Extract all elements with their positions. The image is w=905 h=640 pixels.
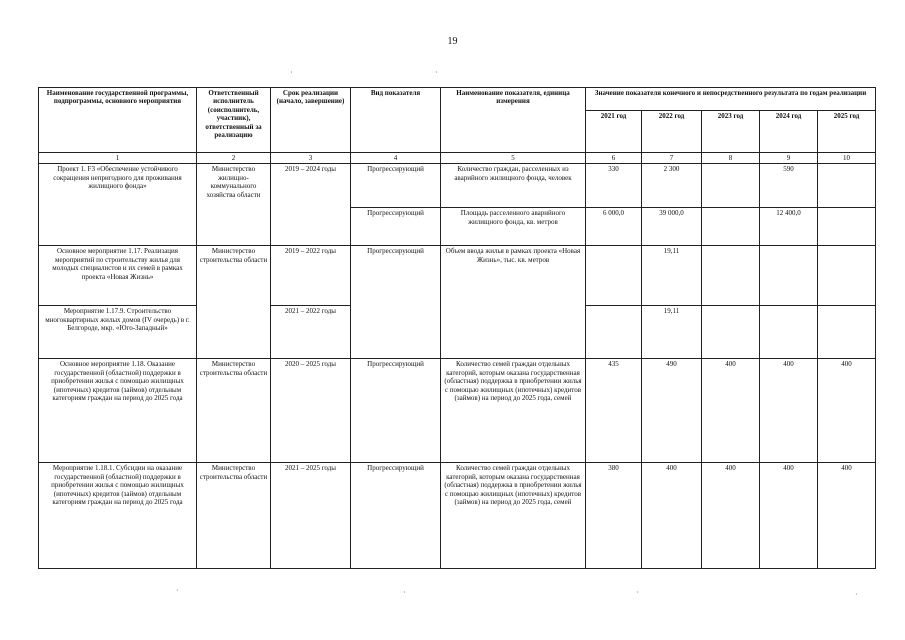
value-2021: 330 <box>586 164 642 208</box>
column-number: 10 <box>818 153 876 164</box>
scan-speck: · <box>435 68 438 77</box>
header-year: 2024 год <box>760 111 818 153</box>
table-row <box>39 463 876 569</box>
indicator-cell: Количество граждан, расселенных из аварийного жилищного фонда, человек <box>441 164 586 208</box>
indicator-cell: Количество семей граждан отдельных категорий, которым оказана государственная (областная) поддержка в приобретении жилья с помощью жилищных (ипотечных) кредитов (займов) на период до 2025 года, семей <box>441 359 586 463</box>
term-cell: 2021 – 2025 годы <box>271 463 351 569</box>
header-program: Наименование государственной программы, подпрограммы, основного мероприятия <box>39 88 197 153</box>
value-2023 <box>702 164 760 208</box>
kind-cell: Прогрессирующий <box>351 246 441 359</box>
column-number: 8 <box>702 153 760 164</box>
header-indicator: Наименование показателя, единица измерения <box>441 88 586 153</box>
value-2025 <box>818 246 876 306</box>
indicator-table <box>38 87 876 569</box>
value-2024 <box>760 246 818 306</box>
term-cell: 2020 – 2025 годы <box>271 359 351 463</box>
indicator-cell: Объем ввода жилья в рамках проекта «Новая Жизнь», тыс. кв. метров <box>441 246 586 359</box>
value-2024: 400 <box>760 463 818 569</box>
table-row <box>39 246 876 306</box>
value-2023 <box>702 246 760 306</box>
term-cell: 2019 – 2024 годы <box>271 164 351 246</box>
value-2022: 400 <box>642 463 702 569</box>
program-name-cell: Мероприятие 1.17.9. Строительство многоквартирных жилых домов (IV очередь) в г. Белгороде, мкр. «Юго-Западный» <box>39 306 197 359</box>
program-name-cell: Проект 1. F3 «Обеспечение устойчивого сокращения непригодного для проживания жилищного фонда» <box>39 164 197 246</box>
header-row <box>39 88 876 111</box>
program-name-cell: Основное мероприятие 1.17. Реализация мероприятий по строительству жилья для молодых специалистов и их семей в рамках проекта «Новая Жизнь» <box>39 246 197 306</box>
header-year: 2021 год <box>586 111 642 153</box>
kind-cell: Прогрессирующий <box>351 359 441 463</box>
executor-cell: Министерство строительства области <box>197 359 271 463</box>
header-values-group: Значение показателя конечного и непосредственного результата по годам реализации <box>586 88 876 111</box>
value-2024: 400 <box>760 359 818 463</box>
value-2024 <box>760 306 818 359</box>
value-2022: 2 300 <box>642 164 702 208</box>
indicator-cell: Площадь расселенного аварийного жилищного фонда, кв. метров <box>441 208 586 246</box>
value-2021: 6 000,0 <box>586 208 642 246</box>
executor-cell: Министерство строительства области <box>197 246 271 359</box>
value-2025 <box>818 208 876 246</box>
value-2022: 490 <box>642 359 702 463</box>
scan-speck: · <box>403 588 406 597</box>
value-2023: 400 <box>702 463 760 569</box>
kind-cell: Прогрессирующий <box>351 208 441 246</box>
scan-speck: · <box>290 68 293 77</box>
program-name-cell: Основное мероприятие 1.18. Оказание государственной (областной) поддержки в приобретении жилья с помощью жилищных (ипотечных) кредитов (займов) отдельным категориям граждан на период до 2025 года <box>39 359 197 463</box>
term-cell: 2019 – 2022 годы <box>271 246 351 306</box>
value-2023 <box>702 208 760 246</box>
term-cell: 2021 – 2022 годы <box>271 306 351 359</box>
kind-cell: Прогрессирующий <box>351 164 441 208</box>
value-2024: 590 <box>760 164 818 208</box>
column-number: 5 <box>441 153 586 164</box>
value-2022: 39 000,0 <box>642 208 702 246</box>
header-year: 2023 год <box>702 111 760 153</box>
value-2023 <box>702 306 760 359</box>
column-number: 7 <box>642 153 702 164</box>
indicator-cell: Количество семей граждан отдельных категорий, которым оказана государственная (областная) поддержка в приобретении жилья с помощью жилищных (ипотечных) кредитов (займов) на период до 2025 года, семей <box>441 463 586 569</box>
header-term: Срок реализации (начало, завершение) <box>271 88 351 153</box>
page-number: 19 <box>447 36 458 47</box>
column-number: 3 <box>271 153 351 164</box>
header-executor: Ответственный исполнитель (соисполнитель, участник), ответственный за реализацию <box>197 88 271 153</box>
scan-speck: · <box>176 586 179 595</box>
header-year: 2022 год <box>642 111 702 153</box>
value-2023: 400 <box>702 359 760 463</box>
scan-speck: · <box>636 588 639 597</box>
value-2022: 19,11 <box>642 306 702 359</box>
table-row <box>39 359 876 463</box>
value-2021: 435 <box>586 359 642 463</box>
executor-cell: Министерство жилищно-коммунального хозяйства области <box>197 164 271 246</box>
value-2021 <box>586 306 642 359</box>
header-year: 2025 год <box>818 111 876 153</box>
column-number: 6 <box>586 153 642 164</box>
column-number: 4 <box>351 153 441 164</box>
kind-cell: Прогрессирующий <box>351 463 441 569</box>
value-2024: 12 400,0 <box>760 208 818 246</box>
column-number: 1 <box>39 153 197 164</box>
header-kind: Вид показателя <box>351 88 441 153</box>
program-name-cell: Мероприятие 1.18.1. Субсидии на оказание государственной (областной) поддержки в приобретении жилья с помощью жилищных (ипотечных) кредитов (займов) отдельным категориям граждан на период до 2025 года <box>39 463 197 569</box>
column-number: 2 <box>197 153 271 164</box>
value-2025 <box>818 306 876 359</box>
table-row <box>39 164 876 208</box>
column-number-row <box>39 153 876 164</box>
value-2025 <box>818 164 876 208</box>
value-2025: 400 <box>818 359 876 463</box>
executor-cell: Министерство строительства области <box>197 463 271 569</box>
value-2021: 380 <box>586 463 642 569</box>
scan-speck: · <box>855 590 858 599</box>
value-2021 <box>586 246 642 306</box>
value-2022: 19,11 <box>642 246 702 306</box>
value-2025: 400 <box>818 463 876 569</box>
column-number: 9 <box>760 153 818 164</box>
